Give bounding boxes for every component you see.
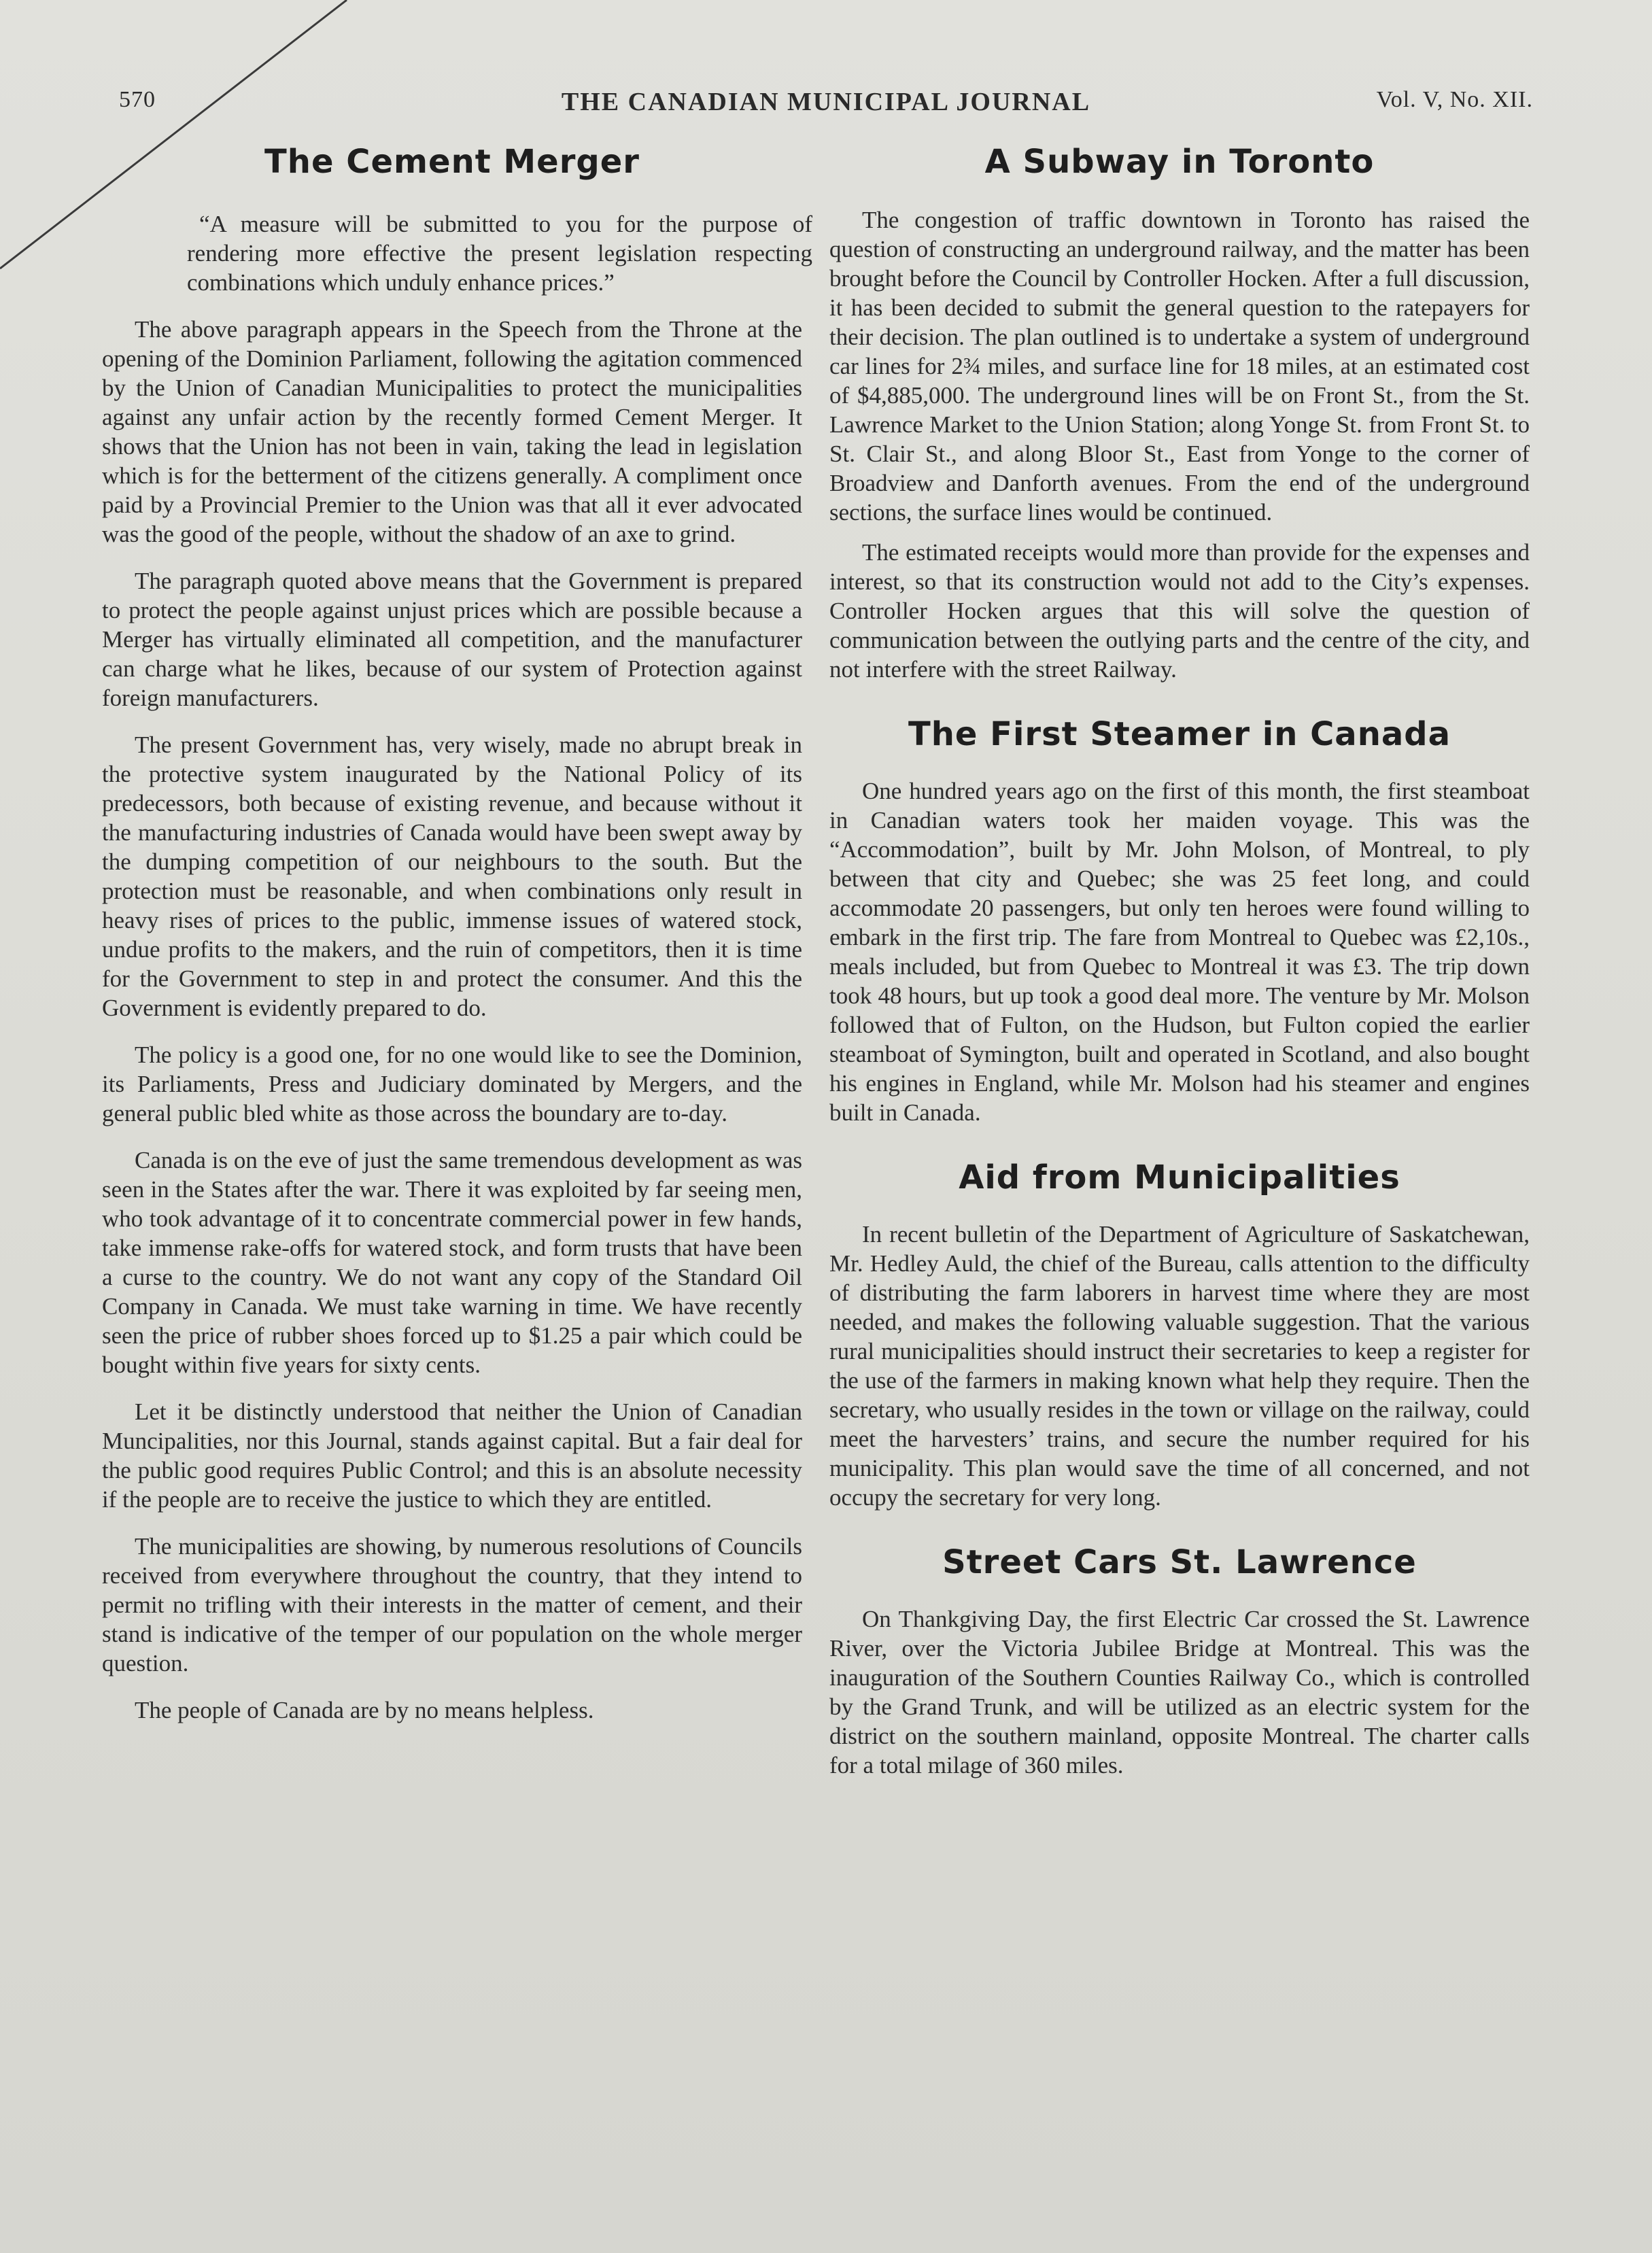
paragraph: The people of Canada are by no means helpless. xyxy=(135,1697,594,1723)
article-title-cement-merger: The Cement Merger xyxy=(264,143,640,181)
paragraph: In recent bulletin of the Department of Agriculture of Saskatchewan, Mr. Hedley Auld, the chief of the Bureau, calls attention to the difficulty of distributing the farm laborers in harvest time where they are most needed, and makes the following valuable suggestion. That the various rural municipalities should instruct their secretaries to keep a register for the use of the farmers in making known what help they require. Then the secretary, who usually resides in the town or village on the railway, could meet the harvesters’ trains, and secure the number required for his municipality. This plan would save the time of all concerned, and not occupy the secretary for very long. xyxy=(829,1221,1530,1511)
article-title-first-steamer: The First Steamer in Canada xyxy=(908,715,1451,753)
paragraph: One hundred years ago on the first of this month, the first steamboat in Canadian waters took her maiden voyage. This was the “Accommodation”, built by Mr. John Molson, of Montreal, to ply between that city and Quebec; she was 25 feet long, and could accommodate 20 passengers, but only ten heroes were found willing to embark in the first trip. The fare from Montreal to Quebec was £2,10s., meals included, but from Quebec to Montreal it was £3. The trip down took 48 hours, but up took a good deal more. The venture by Mr. Molson followed that of Fulton, on the Hudson, but Fulton copied the earlier steamboat of Symington, built and operated in Scotland, and also bought his engines in England, while Mr. Molson had his steamer and engines built in Canada. xyxy=(829,778,1530,1126)
paragraph: The above paragraph appears in the Speech from the Throne at the opening of the Dominion Parliament, following the agitation commenced by the Union of Canadian Municipalities to protect the municipalities against any unfair action by the recently formed Cement Merger. It shows that the Union has not been in vain, taking the lead in legislation which is for the betterment of the citizens generally. A compliment once paid by a Provincial Premier to the Union was that all it ever advocated was the good of the people, without the shadow of an axe to grind. xyxy=(102,316,802,547)
issue-number: Vol. V, No. XII. xyxy=(1376,87,1533,112)
paragraph: The municipalities are showing, by numerous resolutions of Councils received from everywhere throughout the country, that they intend to permit no trifling with their interests in the matter of cement, and their stand is indicative of the temper of our population on the whole merger question. xyxy=(102,1533,802,1676)
article-title-subway-toronto: A Subway in Toronto xyxy=(984,143,1375,181)
paragraph: Canada is on the eve of just the same tremendous development as was seen in the States after the war. There it was exploited by far seeing men, who took advantage of it to concentrate commercial power in few hands, take immense rake-offs for watered stock, and form trusts that have been a curse to the country. We do not want any copy of the Standard Oil Company in Canada. We must take warning in time. We have recently seen the price of rubber shoes forced up to $1.25 a pair which could be bought within five years for sixty cents. xyxy=(102,1147,802,1378)
article-title-street-cars: Street Cars St. Lawrence xyxy=(942,1543,1417,1581)
paragraph: The present Government has, very wisely, made no abrupt break in the protective system inaugurated by the National Policy of its predecessors, both because of existing revenue, and because without it the manufacturing industries of Canada would have been swept away by the dumping competition of our neighbours to the south. But the protection must be reasonable, and when combinations only result in heavy rises of prices to the public, immense issues of watered stock, undue profits to the makers, and the ruin of competitors, then it is time for the Government to step in and protect the consumer. And this the Government is evidently prepared to do. xyxy=(102,732,802,1021)
paragraph: The paragraph quoted above means that the Government is prepared to protect the people against unjust prices which are possible because a Merger has virtually eliminated all competition, and the manufacturer can charge what he likes, because of our system of Protection against foreign manufacturers. xyxy=(102,568,802,711)
speech-quote: “A measure will be submitted to you for the purpose of rendering more effective the present legislation respecting combinations which unduly enhance prices.” xyxy=(187,211,812,296)
paragraph: The congestion of traffic downtown in Toronto has raised the question of constructing an underground railway, and the matter has been brought before the Council by Controller Hocken. After a full discussion, it has been decided to submit the general question to the ratepayers for their decision. The plan outlined is to undertake a system of underground car lines for 2¾ miles, and surface line for 18 miles, at an estimated cost of $4,885,000. The underground lines will be on Front St., from the St. Lawrence Market to the Union Station; along Yonge St. from Front St. to St. Clair St., and along Bloor St., East from Yonge to the corner of Broadview and Danforth avenues. From the end of the underground sections, the surface lines would be continued. xyxy=(829,207,1530,526)
page-number: 570 xyxy=(119,87,156,112)
right-column xyxy=(829,143,1530,1780)
journal-title: THE CANADIAN MUNICIPAL JOURNAL xyxy=(561,88,1091,116)
paragraph: The estimated receipts would more than provide for the expenses and interest, so that its construction would not add to the City’s expenses. Controller Hocken argues that this will solve the question of communication between the outlying parts and the centre of the city, and not interfere with the street Railway. xyxy=(829,539,1530,683)
article-title-aid-municipalities: Aid from Municipalities xyxy=(959,1158,1400,1197)
paragraph: On Thankgiving Day, the first Electric Car crossed the St. Lawrence River, over the Victoria Jubilee Bridge at Montreal. This was the inauguration of the Southern Counties Railway Co., which is controlled by the Grand Trunk, and will be utilized as an electric system for the district on the southern mainland, opposite Montreal. The charter calls for a total milage of 360 miles. xyxy=(829,1606,1530,1778)
paragraph: Let it be distinctly understood that neither the Union of Canadian Muncipalities, nor this Journal, stands against capital. But a fair deal for the public good requires Public Control; and this is an absolute necessity if the people are to receive the justice to which they are entitled. xyxy=(102,1398,802,1513)
paragraph: The policy is a good one, for no one would like to see the Dominion, its Parliaments, Press and Judiciary dominated by Mergers, and the general public bled white as those across the boundary are to-day. xyxy=(102,1042,802,1126)
left-column xyxy=(102,143,812,1725)
running-header xyxy=(119,87,1533,128)
